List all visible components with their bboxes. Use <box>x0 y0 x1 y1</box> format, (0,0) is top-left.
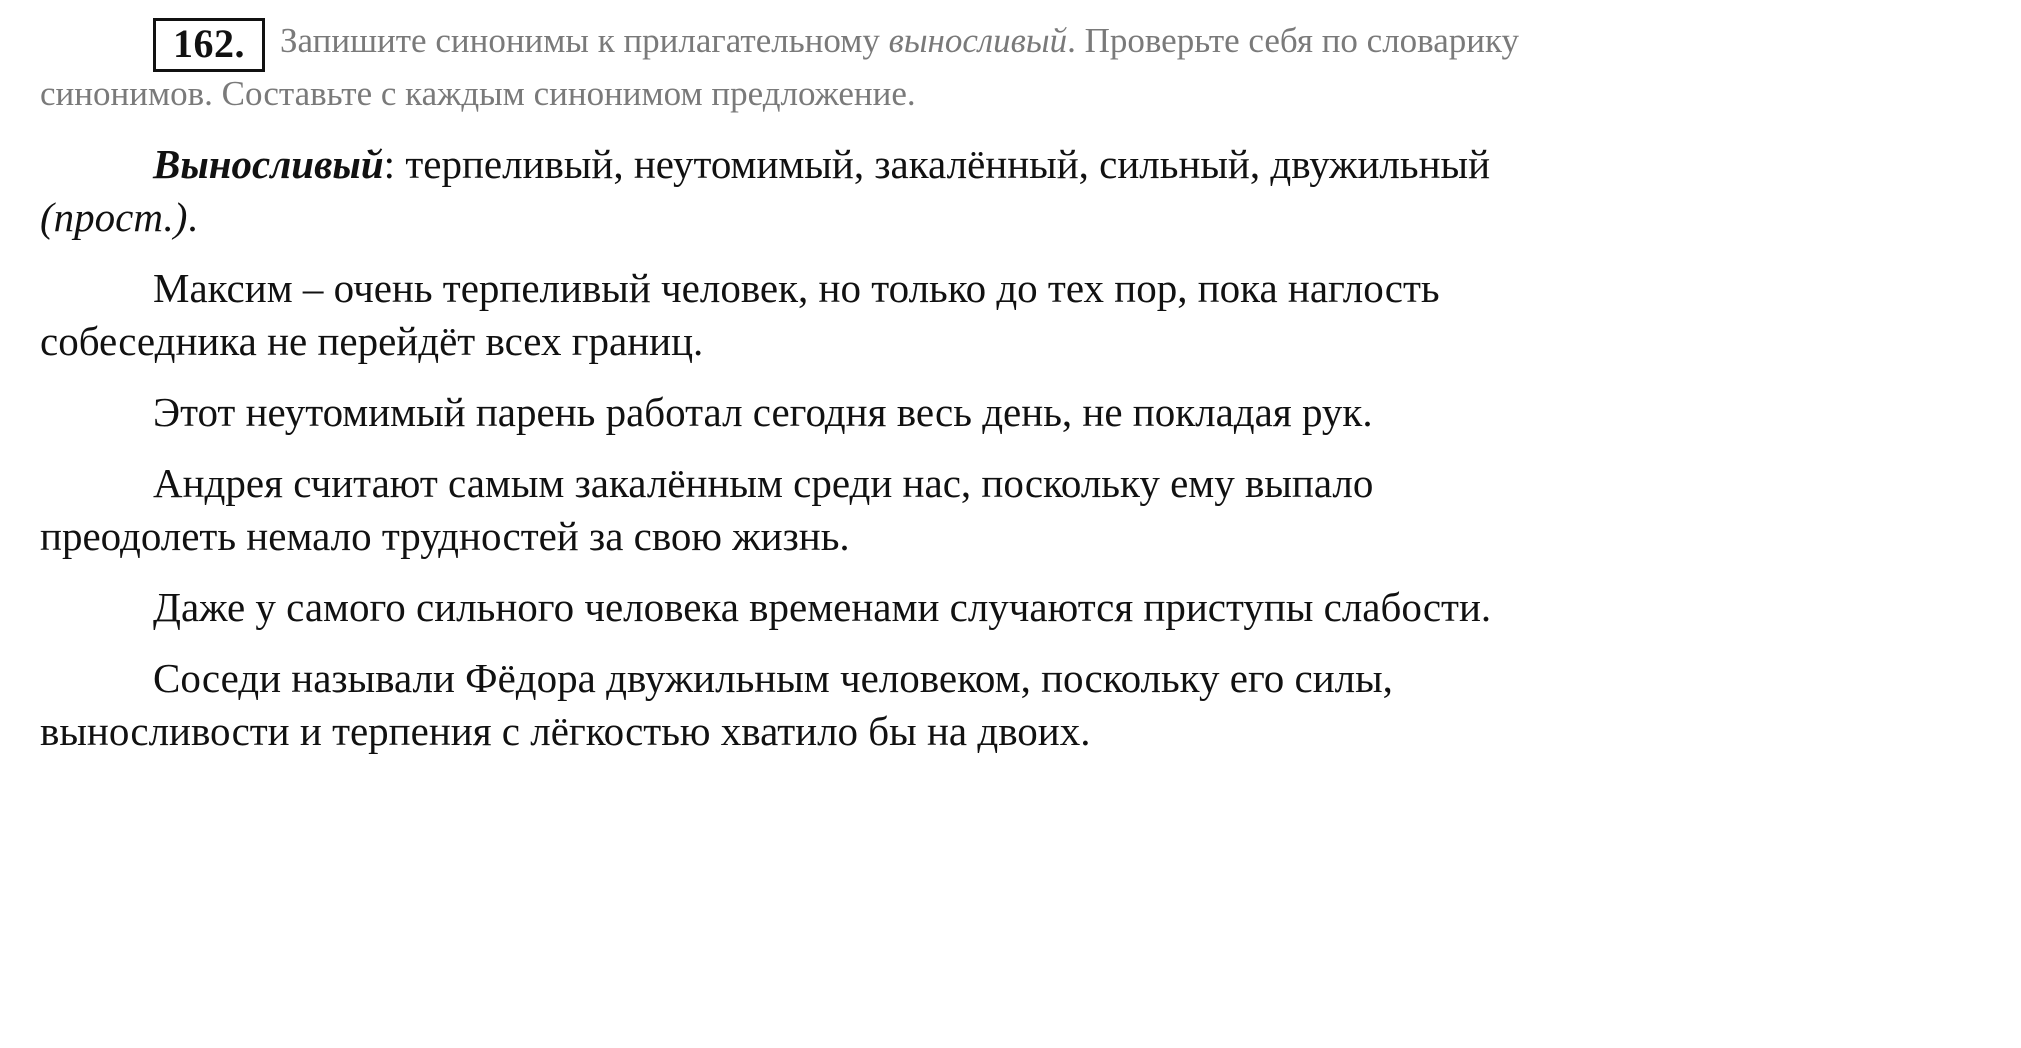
document-page <box>40 14 1540 776</box>
example-sentence-1: Максим – очень терпеливый человек, но только до тех пор, пока наглость собеседника не перейдёт всех границ. <box>40 265 1440 364</box>
example-sentence-3: Андрея считают самым закалённым среди нас, поскольку ему выпало преодолеть немало трудностей за свою жизнь. <box>40 460 1374 559</box>
task-text <box>40 14 1540 120</box>
synonym-list: терпеливый, неутомимый, закалённый, сильный, двужильный <box>395 141 1491 187</box>
task-text-before: Запишите синонимы к прилагательному <box>280 21 889 60</box>
headword-colon: : <box>383 141 396 187</box>
example-sentence-2: Этот неутомимый парень работал сегодня весь день, не покладая рук. <box>153 389 1373 435</box>
task-instruction <box>40 14 1540 120</box>
definition-end: . <box>187 194 198 240</box>
task-keyword: выносливый <box>888 21 1068 60</box>
task-number-box: 162. <box>153 18 265 72</box>
definition-paragraph <box>40 138 1540 244</box>
example-sentence-5: Соседи называли Фёдора двужильным человеком, поскольку его силы, выносливости и терпения с лёгкостью хватило бы на двоих. <box>40 655 1393 754</box>
headword: Выносливый <box>153 141 384 187</box>
example-sentence-4: Даже у самого сильного человека временами случаются приступы слабости. <box>153 584 1492 630</box>
usage-note: (прост.) <box>40 194 188 240</box>
task-text-after: . Проверьте себя по словарику синонимов. Составьте с каждым синонимом предложение. <box>40 21 1520 113</box>
